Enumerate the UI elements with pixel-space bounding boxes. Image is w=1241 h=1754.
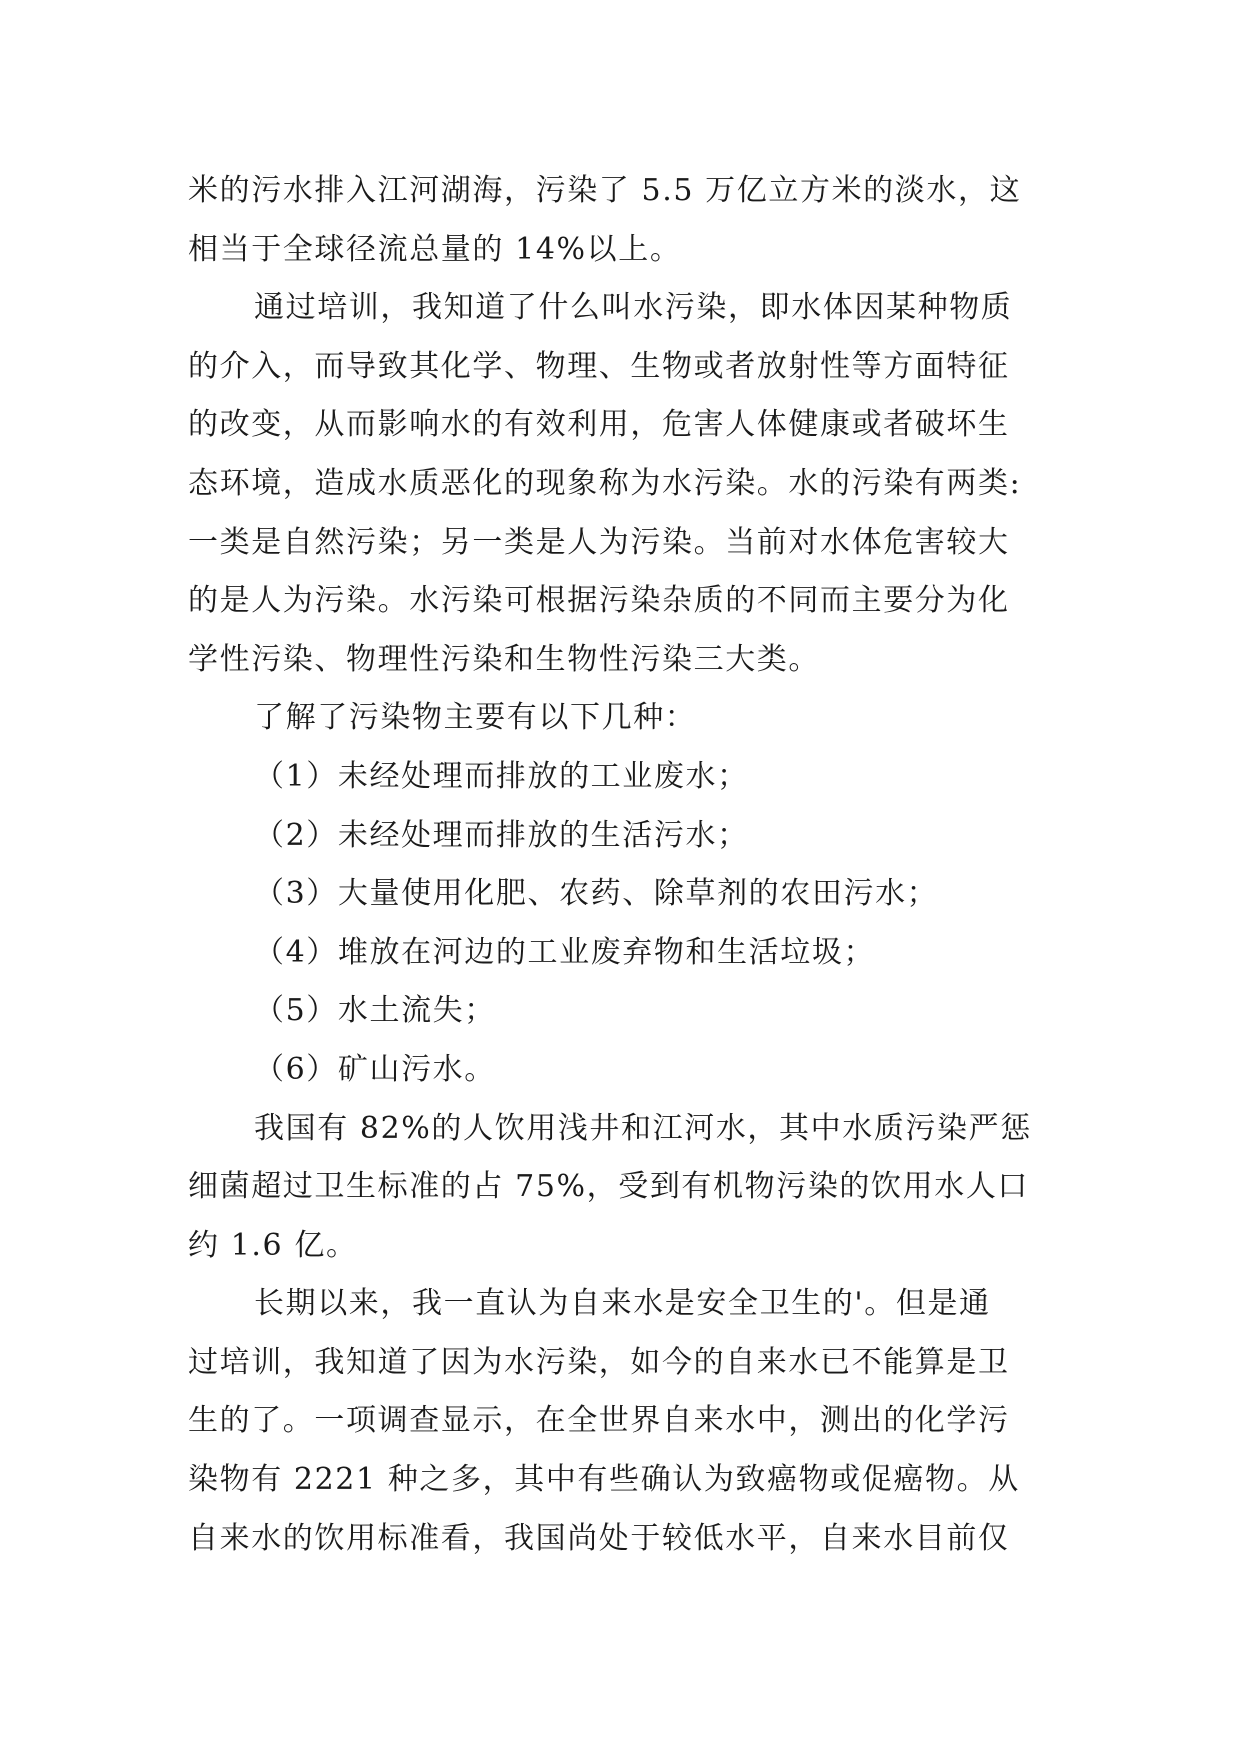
text-line: 的改变，从而影响水的有效利用，危害人体健康或者破坏生 [188, 407, 1010, 443]
document-page [188, 162, 1054, 1568]
text-line: 自来水的饮用标准看，我国尚处于较低水平，自来水目前仅 [188, 1520, 1010, 1556]
text-line: 相当于全球径流总量的 14%以上。 [188, 231, 682, 267]
text-line: 细菌超过卫生标准的占 75%，受到有机物污染的饮用水人口 [188, 1169, 1030, 1205]
list-item: （1）未经处理而排放的工业废水； [254, 758, 749, 794]
list-item: （2）未经处理而排放的生活污水； [254, 817, 749, 853]
text-line: 一类是自然污染；另一类是人为污染。当前对水体危害较大 [188, 524, 1010, 560]
text-line: 约 1.6 亿。 [188, 1227, 358, 1263]
paragraph-first-line: 长期以来，我一直认为自来水是安全卫生的'。但是通 [254, 1286, 991, 1322]
paragraph-first-line: 了解了污染物主要有以下几种： [254, 700, 697, 736]
list-item: （4）堆放在河边的工业废弃物和生活垃圾； [254, 934, 876, 970]
text-line: 态环境，造成水质恶化的现象称为水污染。水的污染有两类: [188, 465, 1022, 501]
text-line: 染物有 2221 种之多，其中有些确认为致癌物或促癌物。从 [188, 1462, 1020, 1498]
paragraph-first-line: 通过培训，我知道了什么叫水污染，即水体因某种物质 [254, 290, 1013, 326]
paragraph-first-line: 我国有 82%的人饮用浅井和江河水，其中水质污染严惩 [254, 1110, 1032, 1146]
list-item: （6）矿山污水。 [254, 1051, 496, 1087]
text-line: 过培训，我知道了因为水污染，如今的自来水已不能算是卫 [188, 1344, 1010, 1380]
text-line: 生的了。一项调查显示，在全世界自来水中，测出的化学污 [188, 1403, 1010, 1439]
text-line: 的是人为污染。水污染可根据污染杂质的不同而主要分为化 [188, 583, 1010, 619]
list-item: （5）水土流失； [254, 993, 496, 1029]
text-line: 的介入，而导致其化学、物理、生物或者放射性等方面特征 [188, 348, 1010, 384]
list-item: （3）大量使用化肥、农药、除草剂的农田污水； [254, 876, 939, 912]
text-line: 学性污染、物理性污染和生物性污染三大类。 [188, 641, 820, 677]
text-line: 米的污水排入江河湖海，污染了 5.5 万亿立方米的淡水，这 [188, 173, 1022, 208]
